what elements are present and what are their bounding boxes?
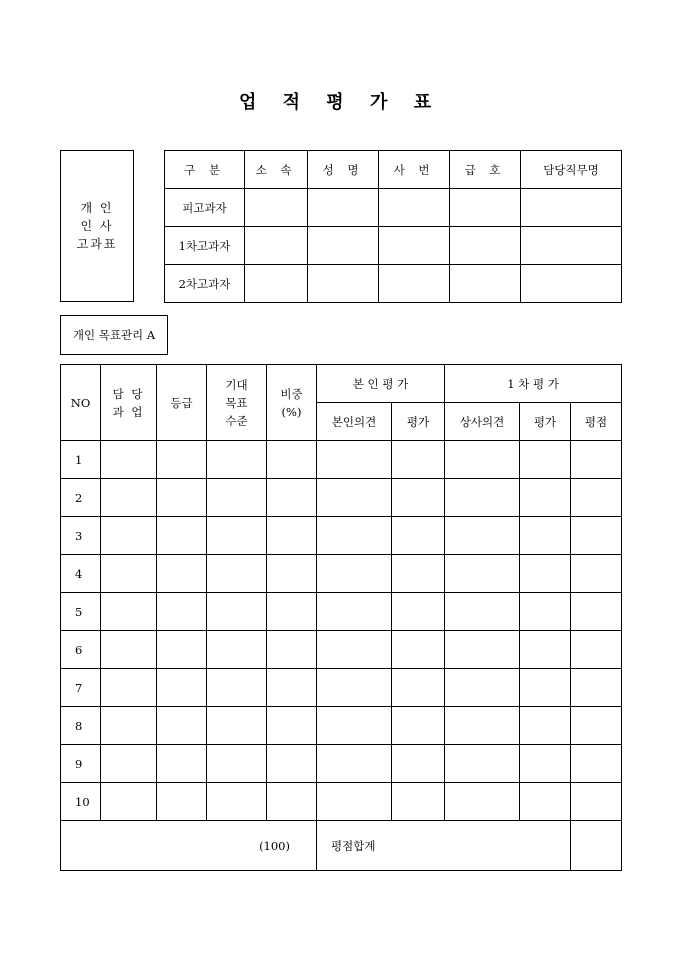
- info-cell[interactable]: [379, 227, 450, 265]
- eval-cell[interactable]: [445, 441, 520, 479]
- eval-cell[interactable]: [520, 441, 571, 479]
- info-header-empno: 사 번: [379, 151, 450, 189]
- info-table: [164, 150, 622, 303]
- table-row: [61, 631, 622, 669]
- row-number: 3: [61, 517, 101, 555]
- eval-cell[interactable]: [445, 631, 520, 669]
- row-number: 2: [61, 479, 101, 517]
- evaluation-table: [60, 364, 622, 871]
- eval-cell[interactable]: [157, 631, 207, 669]
- eval-cell[interactable]: [207, 441, 267, 479]
- eval-cell[interactable]: [317, 745, 392, 783]
- footer-weight-total: (100): [61, 821, 317, 871]
- eval-cell[interactable]: [267, 707, 317, 745]
- eval-cell[interactable]: [101, 479, 157, 517]
- info-cell[interactable]: [450, 265, 521, 303]
- eval-cell[interactable]: [571, 745, 622, 783]
- eval-cell[interactable]: [101, 783, 157, 821]
- eval-cell[interactable]: [445, 745, 520, 783]
- eval-cell[interactable]: [317, 555, 392, 593]
- row-number: 9: [61, 745, 101, 783]
- eval-cell[interactable]: [157, 517, 207, 555]
- eval-cell[interactable]: [520, 631, 571, 669]
- eval-cell[interactable]: [157, 707, 207, 745]
- table-row: [61, 783, 622, 821]
- info-header-category: 구 분: [165, 151, 245, 189]
- eval-cell[interactable]: [571, 707, 622, 745]
- page-title: 업 적 평 가 표: [238, 92, 441, 113]
- info-header-grade: 급 호: [450, 151, 521, 189]
- table-row: [61, 593, 622, 631]
- eval-cell[interactable]: [317, 593, 392, 631]
- eval-cell[interactable]: [317, 669, 392, 707]
- row-number: 6: [61, 631, 101, 669]
- eval-cell[interactable]: [571, 479, 622, 517]
- personal-box-line-1: 개 인: [80, 201, 114, 215]
- eval-cell[interactable]: [571, 783, 622, 821]
- eval-cell[interactable]: [207, 745, 267, 783]
- info-row: [165, 265, 622, 303]
- eval-cell[interactable]: [267, 479, 317, 517]
- header-no: NO: [61, 365, 101, 441]
- eval-cell[interactable]: [157, 783, 207, 821]
- eval-cell[interactable]: [520, 707, 571, 745]
- eval-cell[interactable]: [445, 707, 520, 745]
- info-header-dept: 소 속: [245, 151, 308, 189]
- table-row: [61, 441, 622, 479]
- eval-cell[interactable]: [317, 783, 392, 821]
- eval-cell[interactable]: [157, 669, 207, 707]
- footer-score-total-cell[interactable]: [571, 821, 622, 871]
- header-self-eval: 평가: [392, 403, 445, 441]
- eval-cell[interactable]: [520, 669, 571, 707]
- info-cell[interactable]: [450, 227, 521, 265]
- info-header-name: 성 명: [308, 151, 379, 189]
- header-self-evaluation: 본 인 평 가: [317, 365, 445, 403]
- eval-cell[interactable]: [101, 669, 157, 707]
- eval-cell[interactable]: [445, 555, 520, 593]
- info-cell[interactable]: [521, 227, 622, 265]
- info-cell[interactable]: [521, 265, 622, 303]
- info-row: [165, 227, 622, 265]
- info-cell[interactable]: [379, 265, 450, 303]
- personal-box-line-2: 인 사: [80, 219, 114, 233]
- goal-management-label: 개인 목표관리 A: [60, 315, 168, 355]
- table-row: [61, 555, 622, 593]
- personal-record-box: [60, 150, 134, 302]
- eval-cell[interactable]: [571, 441, 622, 479]
- eval-cell[interactable]: [520, 593, 571, 631]
- eval-cell[interactable]: [520, 517, 571, 555]
- header-self-opinion: 본인의견: [317, 403, 392, 441]
- eval-cell[interactable]: [520, 745, 571, 783]
- eval-cell[interactable]: [571, 669, 622, 707]
- row-number: 4: [61, 555, 101, 593]
- table-row: [61, 745, 622, 783]
- row-number: 8: [61, 707, 101, 745]
- eval-cell[interactable]: [571, 631, 622, 669]
- info-row-label: 2차고과자: [165, 265, 245, 303]
- eval-cell[interactable]: [207, 479, 267, 517]
- eval-cell[interactable]: [571, 593, 622, 631]
- info-cell[interactable]: [308, 189, 379, 227]
- info-cell[interactable]: [379, 189, 450, 227]
- header-score: 평점: [571, 403, 622, 441]
- eval-cell[interactable]: [157, 479, 207, 517]
- footer-score-total-label: 평점합계: [317, 821, 571, 871]
- eval-cell[interactable]: [101, 745, 157, 783]
- eval-cell[interactable]: [571, 555, 622, 593]
- eval-cell[interactable]: [520, 555, 571, 593]
- eval-cell[interactable]: [101, 555, 157, 593]
- eval-cell[interactable]: [392, 479, 445, 517]
- eval-cell[interactable]: [392, 555, 445, 593]
- eval-cell[interactable]: [267, 517, 317, 555]
- eval-cell[interactable]: [267, 593, 317, 631]
- eval-cell[interactable]: [445, 593, 520, 631]
- table-row: [61, 517, 622, 555]
- eval-cell[interactable]: [267, 745, 317, 783]
- header-task: 담 당 과 업: [101, 365, 157, 441]
- eval-cell[interactable]: [317, 441, 392, 479]
- personal-box-line-3: 고과표: [76, 237, 118, 251]
- eval-cell[interactable]: [392, 593, 445, 631]
- eval-cell[interactable]: [267, 441, 317, 479]
- info-cell[interactable]: [308, 265, 379, 303]
- eval-cell[interactable]: [207, 783, 267, 821]
- header-expected-level: 기대 목표 수준: [207, 365, 267, 441]
- table-row: [61, 707, 622, 745]
- table-row: [61, 669, 622, 707]
- eval-cell[interactable]: [207, 517, 267, 555]
- eval-cell[interactable]: [392, 441, 445, 479]
- info-cell[interactable]: [245, 265, 308, 303]
- header-boss-opinion: 상사의견: [445, 403, 520, 441]
- row-number: 5: [61, 593, 101, 631]
- eval-cell[interactable]: [445, 783, 520, 821]
- info-cell[interactable]: [308, 227, 379, 265]
- eval-cell[interactable]: [101, 517, 157, 555]
- table-row: [61, 479, 622, 517]
- eval-cell[interactable]: [317, 479, 392, 517]
- eval-cell[interactable]: [267, 783, 317, 821]
- header-weight: 비중 (%): [267, 365, 317, 441]
- eval-cell[interactable]: [207, 555, 267, 593]
- row-number: 1: [61, 441, 101, 479]
- row-number: 7: [61, 669, 101, 707]
- eval-cell[interactable]: [101, 441, 157, 479]
- eval-cell[interactable]: [207, 631, 267, 669]
- info-cell[interactable]: [450, 189, 521, 227]
- eval-cell[interactable]: [207, 707, 267, 745]
- info-header-job: 담당직무명: [521, 151, 622, 189]
- eval-cell[interactable]: [157, 441, 207, 479]
- eval-cell[interactable]: [392, 783, 445, 821]
- eval-cell[interactable]: [392, 707, 445, 745]
- eval-cell[interactable]: [445, 517, 520, 555]
- eval-cell[interactable]: [392, 517, 445, 555]
- eval-cell[interactable]: [571, 517, 622, 555]
- eval-cell[interactable]: [267, 555, 317, 593]
- eval-cell[interactable]: [267, 669, 317, 707]
- header-first-eval: 평가: [520, 403, 571, 441]
- eval-cell[interactable]: [101, 707, 157, 745]
- info-row-label: 피고과자: [165, 189, 245, 227]
- info-row: [165, 189, 622, 227]
- eval-cell[interactable]: [157, 555, 207, 593]
- eval-cell[interactable]: [101, 631, 157, 669]
- eval-cell[interactable]: [207, 669, 267, 707]
- eval-cell[interactable]: [317, 517, 392, 555]
- info-cell[interactable]: [245, 189, 308, 227]
- eval-cell[interactable]: [157, 593, 207, 631]
- eval-cell[interactable]: [520, 479, 571, 517]
- row-number: 10: [61, 783, 101, 821]
- header-grade: 등급: [157, 365, 207, 441]
- info-cell[interactable]: [521, 189, 622, 227]
- eval-cell[interactable]: [101, 593, 157, 631]
- footer-row: [61, 821, 622, 871]
- eval-cell[interactable]: [520, 783, 571, 821]
- eval-cell[interactable]: [392, 669, 445, 707]
- eval-cell[interactable]: [392, 745, 445, 783]
- eval-cell[interactable]: [157, 745, 207, 783]
- eval-cell[interactable]: [267, 631, 317, 669]
- eval-cell[interactable]: [207, 593, 267, 631]
- eval-cell[interactable]: [445, 669, 520, 707]
- info-row-label: 1차고과자: [165, 227, 245, 265]
- eval-cell[interactable]: [392, 631, 445, 669]
- eval-cell[interactable]: [317, 707, 392, 745]
- header-first-evaluation: 1 차 평 가: [445, 365, 622, 403]
- eval-cell[interactable]: [445, 479, 520, 517]
- info-cell[interactable]: [245, 227, 308, 265]
- eval-cell[interactable]: [317, 631, 392, 669]
